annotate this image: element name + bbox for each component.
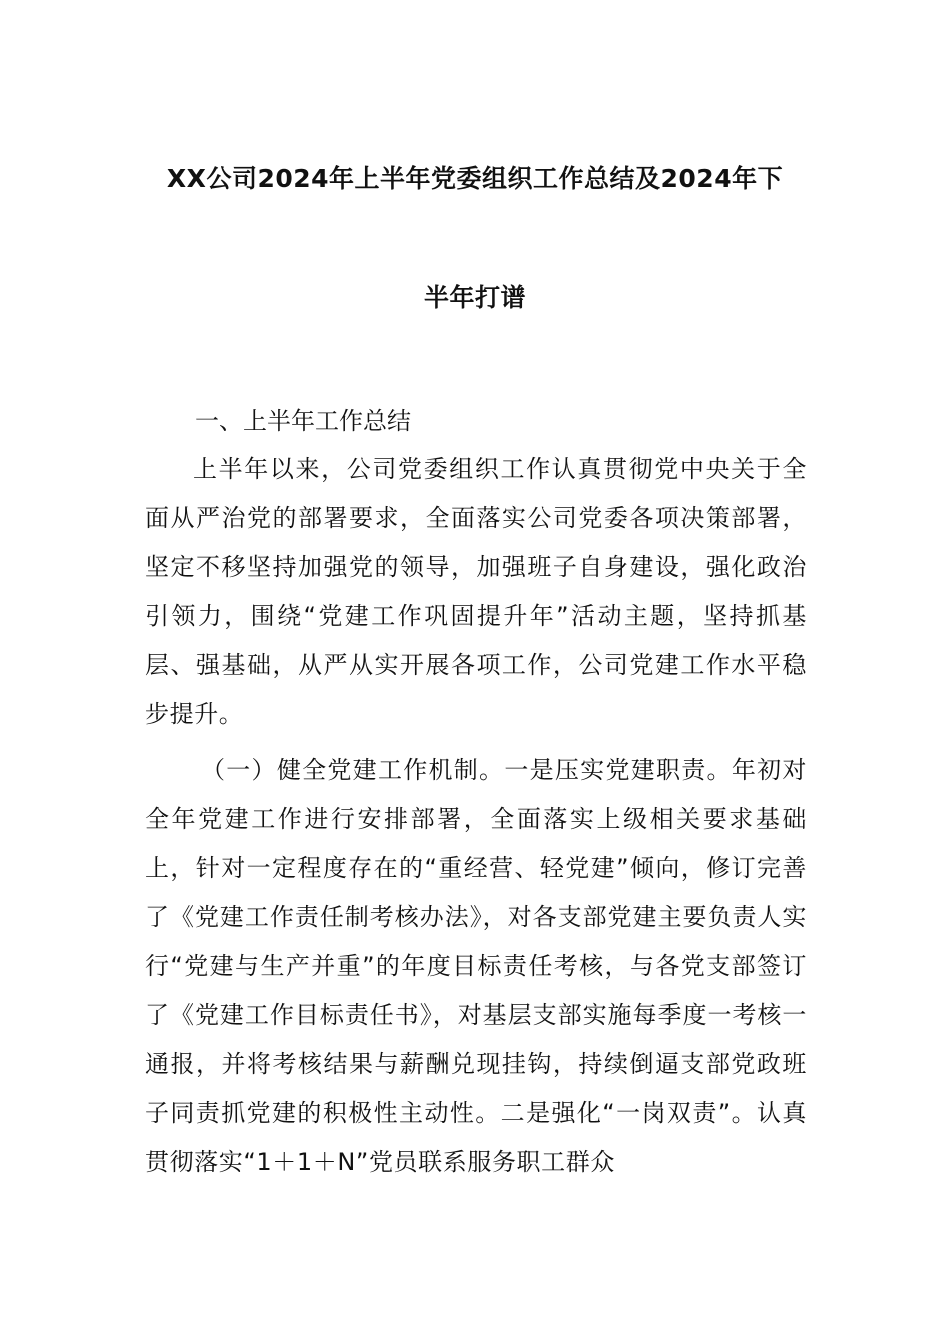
paragraph-mechanism: （一）健全党建工作机制。一是压实党建职责。年初对全年党建工作进行安排部署，全面落实上级相关要求基础上，针对一定程度存在的“重经营、轻党建”倾向，修订完善了《党建工作责任制考核办法》，对各支部党建主要负责人实行“党建与生产并重”的年度目标责任考核，与各党支部签订了《党建工作目标责任书》，对基层支部实施每季度一考核一通报，并将考核结果与薪酬兑现挂钩，持续倒逼支部党政班子同责抓党建的积极性主动性。二是强化“一岗双责”。认真贯彻落实“1＋1＋N”党员联系服务职工群众: [145, 756, 807, 1176]
document-title-line-1: XX公司2024年上半年党委组织工作总结及2024年下: [166, 164, 784, 193]
paragraph-summary: 上半年以来，公司党委组织工作认真贯彻党中央关于全面从严治党的部署要求，全面落实公司党委各项决策部署，坚定不移坚持加强党的领导，加强班子自身建设，强化政治引领力，围绕“党建工作巩固提升年”活动主题，坚持抓基层、强基础，从严从实开展各项工作，公司党建工作水平稳步提升。: [145, 455, 807, 728]
section-heading: 一、上半年工作总结: [195, 407, 411, 435]
document-title-line-2: 半年打谱: [423, 283, 526, 312]
